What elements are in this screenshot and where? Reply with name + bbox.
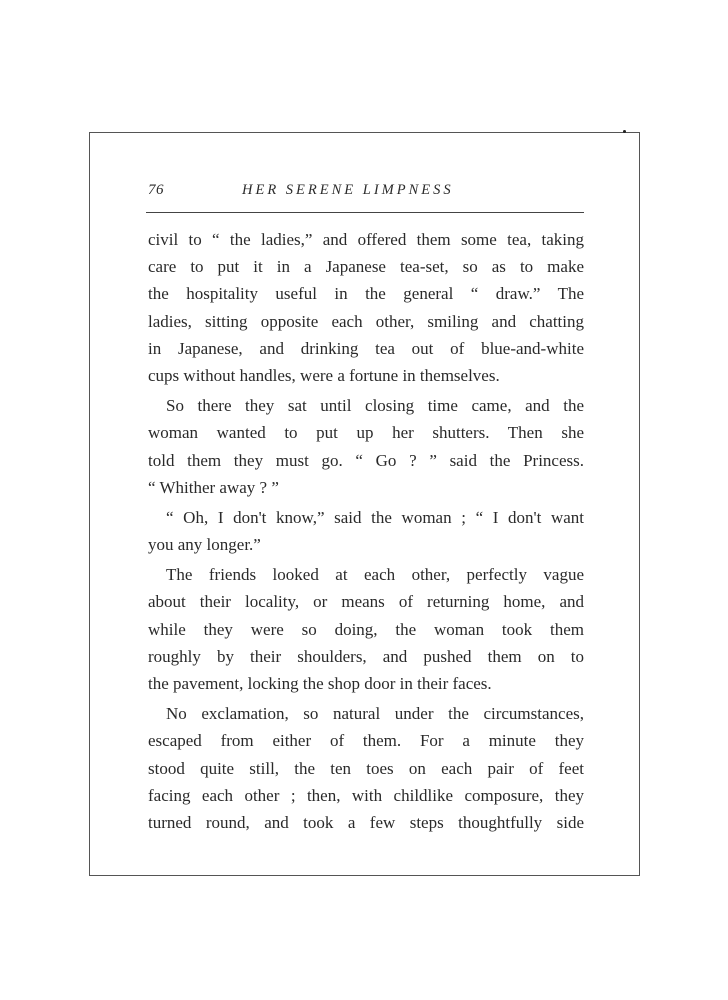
text-line: roughly by their shoulders, and pushed them on to (148, 646, 584, 666)
text-line: the pavement, locking the shop door in their faces. (148, 674, 492, 693)
text-line: stood quite still, the ten toes on each pair of feet (148, 758, 584, 778)
text-line: So there they sat until closing time came, and the (166, 396, 584, 416)
text-line: told them they must go. “ Go ? ” said the Princess. (148, 450, 584, 470)
text-line: “ Whither away ? ” (148, 477, 279, 497)
page-number: 76 (148, 182, 164, 198)
ink-speck (623, 130, 626, 133)
page-header (148, 182, 584, 206)
text-line: The friends looked at each other, perfectly vague (166, 565, 584, 585)
body-text (148, 226, 584, 836)
text-line: “ Oh, I don't know,” said the woman ; “ I don't want (166, 507, 584, 527)
text-line: No exclamation, so natural under the circumstances, (166, 704, 584, 724)
text-line: civil to “ the ladies,” and offered them some tea, taking (148, 230, 584, 249)
text-line: ladies, sitting opposite each other, smiling and chatting (148, 311, 584, 331)
text-line: cups without handles, were a fortune in themselves. (148, 365, 500, 385)
text-line: care to put it in a Japanese tea-set, so as to make (148, 257, 584, 277)
text-line: in Japanese, and drinking tea out of blue-and-white (148, 338, 584, 358)
text-line: while they were so doing, the woman took them (148, 619, 584, 639)
text-line: about their locality, or means of returning home, and (148, 592, 584, 612)
text-line: facing each other ; then, with childlike composure, they (148, 785, 584, 805)
text-line: turned round, and took a few steps thoughtfully side (148, 812, 584, 832)
text-line: woman wanted to put up her shutters. Then she (148, 423, 584, 443)
running-title: HER SERENE LIMPNESS (242, 182, 454, 198)
text-line: the hospitality useful in the general “ draw.” The (148, 284, 584, 304)
text-line: you any longer.” (148, 535, 261, 555)
header-rule (146, 212, 584, 213)
text-line: escaped from either of them. For a minute they (148, 731, 584, 751)
